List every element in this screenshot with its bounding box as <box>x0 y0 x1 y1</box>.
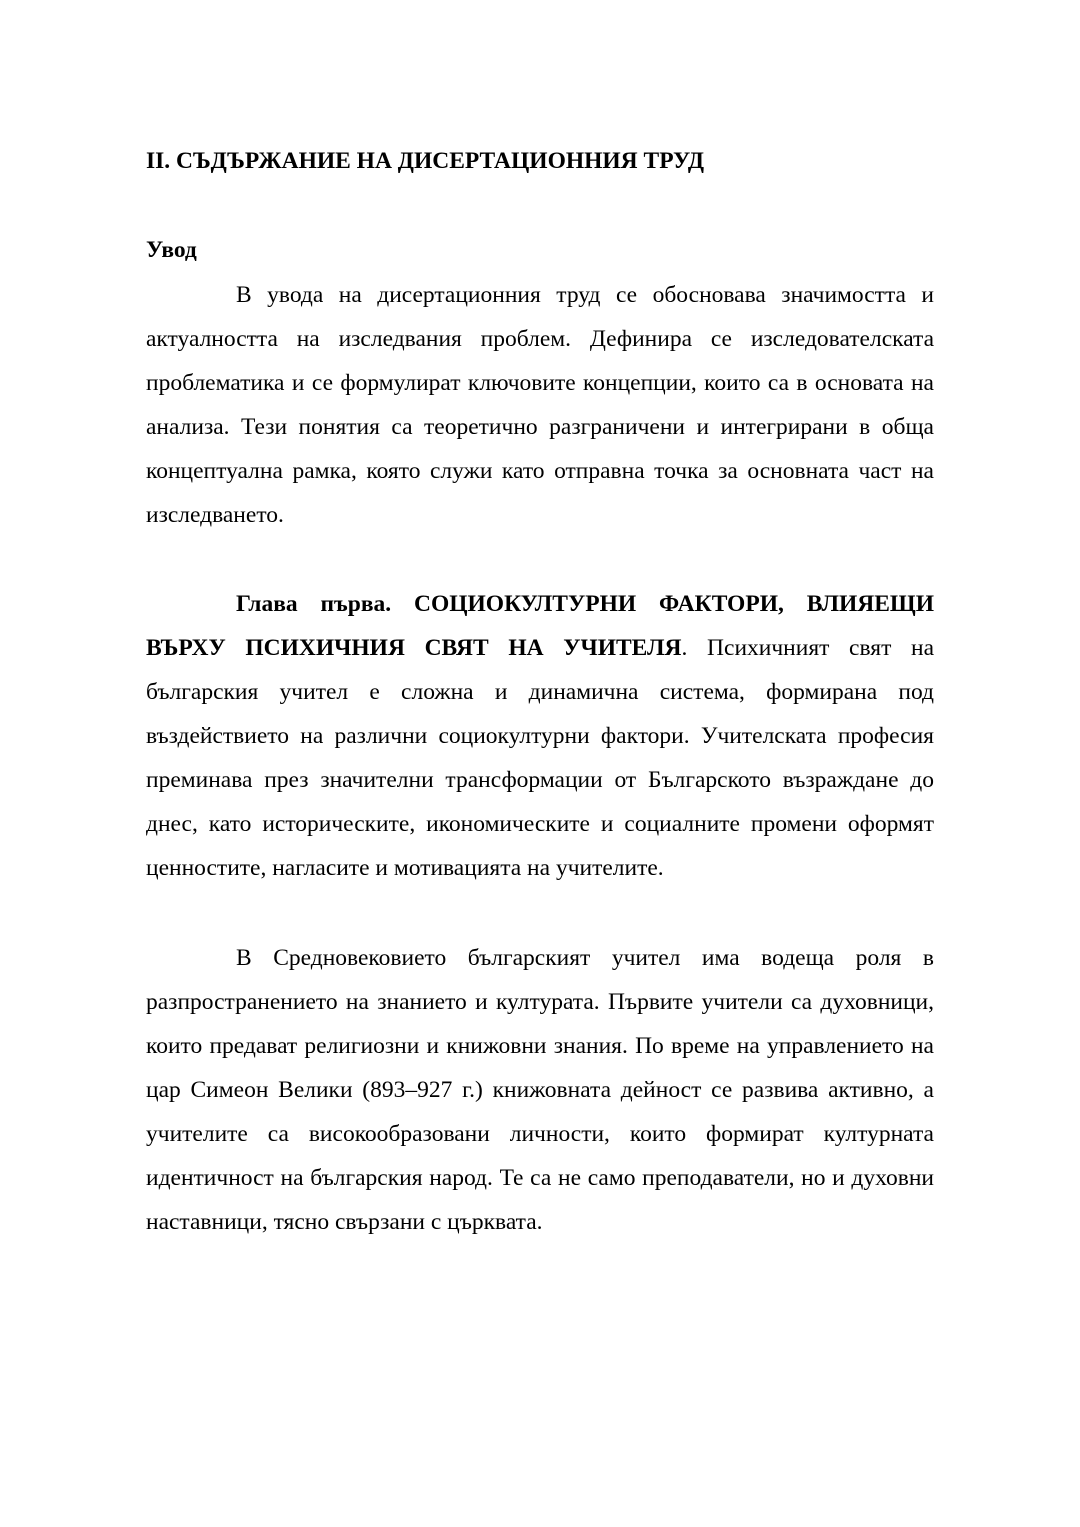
chapter-one-heading: Глава първа. СОЦИОКУЛТУРНИ ФАКТОРИ, ВЛИЯЕЩИ ВЪРХУ ПСИХИЧНИЯ СВЯТ НА УЧИТЕЛЯ <box>146 591 934 661</box>
chapter-one-paragraph <box>146 582 934 890</box>
intro-heading: Увод <box>146 237 197 263</box>
section-title: II. СЪДЪРЖАНИЕ НА ДИСЕРТАЦИОННИЯ ТРУД <box>146 148 705 174</box>
chapter-one-text: Психичният свят на българския учител е сложна и динамична система, формирана под въздействието на различни социокултурни фактори. Учителската професия преминава през значителни трансформации от Българското възраждане до днес, като историческите, икономическите и социалните промени оформят ценностите, нагласите и мотивацията на учителите. <box>146 635 934 881</box>
intro-paragraph: В увода на дисертационния труд се обосновава значимостта и актуалността на изследвания проблем. Дефинира се изследователската проблематика и се формулират ключовите концепции, които са в основата на анализа. Тези понятия са теоретично разграничени и интегрирани в обща концептуална рамка, която служи като отправна точка за основната част на изследването. <box>146 282 934 528</box>
medieval-paragraph: В Средновековието българският учител има водеща роля в разпространението на знанието и културата. Първите учители са духовници, които предават религиозни и книжовни знания. По време на управлението на цар Симеон Велики (893–927 г.) книжовната дейност се развива активно, а учителите са високообразовани личности, които формират културната идентичност на българския народ. Те са не само преподаватели, но и духовни наставници, тясно свързани с църквата. <box>146 945 934 1235</box>
chapter-one-heading-end: . <box>681 635 688 661</box>
